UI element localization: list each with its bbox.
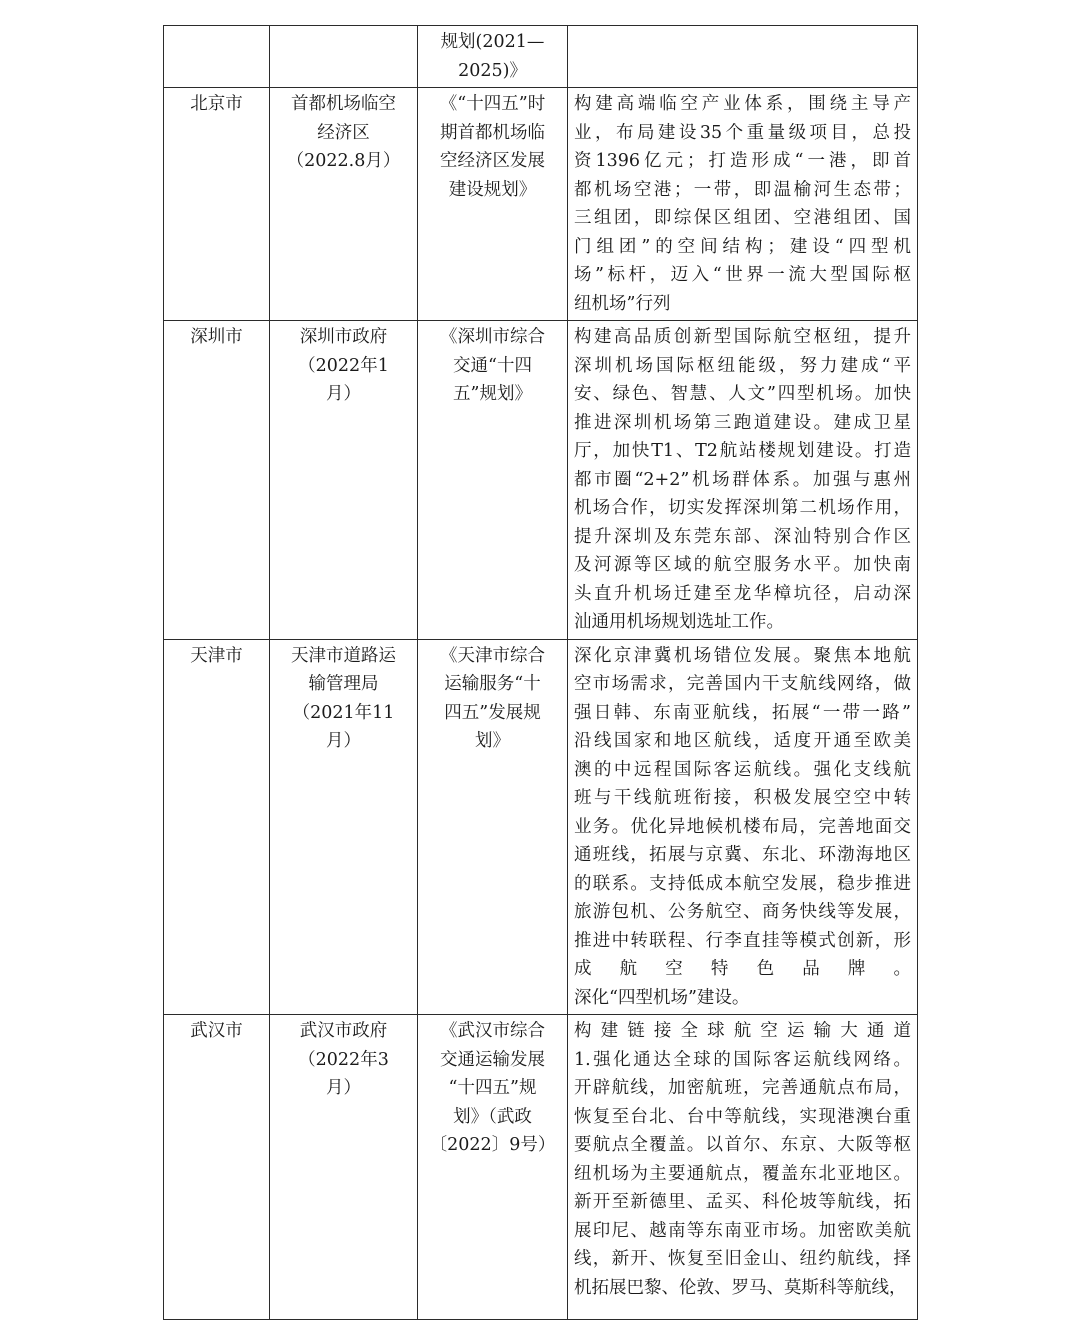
plan-content-cell bbox=[568, 321, 918, 640]
plan-title-line: 建设规划》 bbox=[448, 179, 537, 200]
plan-title-cell bbox=[418, 26, 568, 88]
issuer-line: 月） bbox=[326, 731, 361, 751]
content-line: 班与干线航班衔接，积极发展空空中转 bbox=[574, 788, 911, 808]
plan-title-line: “十四五”规 bbox=[448, 1078, 537, 1098]
city-cell bbox=[164, 1015, 270, 1320]
issuer-line: （2022年1 bbox=[298, 355, 389, 376]
city-cell bbox=[164, 639, 270, 1015]
issuer-cell bbox=[270, 321, 418, 640]
table-row bbox=[164, 26, 918, 88]
content-line: 头直升机场迁建至龙华樟坑径，启动深 bbox=[574, 583, 911, 604]
issuer-line: 经济区 bbox=[317, 122, 370, 143]
plan-content-cell bbox=[568, 88, 918, 321]
plan-title-line: 划》 bbox=[475, 731, 510, 751]
content-line: 强日韩、东南亚航线，拓展“一带一路” bbox=[574, 702, 911, 723]
content-line: 的联系。支持低成本航空发展，稳步推进 bbox=[574, 873, 911, 894]
plan-title-line: 《深圳市综合 bbox=[440, 327, 545, 347]
plan-title-line: 交通“十四 bbox=[453, 355, 532, 376]
content-line: 构建链接全球航空运输大通道 bbox=[574, 1021, 911, 1041]
city-name: 北京市 bbox=[190, 94, 243, 114]
issuer-cell bbox=[270, 1015, 418, 1320]
plan-title-line: 期首都机场临 bbox=[440, 122, 545, 143]
issuer-line: 月） bbox=[326, 384, 361, 404]
plan-title-cell bbox=[418, 639, 568, 1015]
table-row bbox=[164, 639, 918, 1015]
content-line: 深圳机场国际枢纽能级，努力建成“平 bbox=[574, 355, 911, 376]
plan-title-cell bbox=[418, 88, 568, 321]
content-line: 都机场空港；一带，即温榆河生态带； bbox=[574, 179, 911, 200]
airport-plan-table bbox=[163, 25, 918, 1320]
issuer-line: 首都机场临空 bbox=[291, 94, 396, 114]
table-row bbox=[164, 1015, 918, 1320]
content-line: 业，布局建设35个重量级项目，总投 bbox=[574, 122, 911, 143]
content-line: 旅游包机、公务航空、商务快线等发展， bbox=[574, 902, 911, 922]
plan-content-cell bbox=[568, 26, 918, 88]
content-line: 构建高端临空产业体系，围绕主导产 bbox=[574, 94, 911, 114]
plan-content-cell bbox=[568, 639, 918, 1015]
plan-title-line: 2025)》 bbox=[458, 60, 527, 81]
content-line: 要航点全覆盖。以首尔、东京、大阪等枢 bbox=[574, 1135, 911, 1155]
content-line: 展印尼、越南等东南亚市场。加密欧美航 bbox=[574, 1220, 911, 1241]
content-line: 及河源等区域的航空服务水平。加快南 bbox=[574, 555, 911, 575]
content-line: 1.强化通达全球的国际客运航线网络。 bbox=[574, 1049, 911, 1070]
plan-title-line: 运输服务“十 bbox=[444, 674, 541, 694]
issuer-line: （2022.8月） bbox=[286, 151, 401, 171]
content-line: 线，新开、恢复至旧金山、纽约航线，择 bbox=[574, 1249, 911, 1269]
content-line: 业务。优化异地候机楼布局，完善地面交 bbox=[574, 816, 911, 837]
city-name: 武汉市 bbox=[190, 1021, 243, 1041]
city-name: 深圳市 bbox=[190, 327, 243, 347]
plan-title-line: 交通运输发展 bbox=[440, 1049, 545, 1070]
content-line: 安、绿色、智慧、人文”四型机场。加快 bbox=[574, 384, 911, 404]
issuer-line: 深圳市政府 bbox=[299, 327, 388, 347]
content-line: 三组团，即综保区组团、空港组团、国 bbox=[574, 208, 911, 228]
content-line: 开辟航线，加密航班，完善通航点布局， bbox=[574, 1078, 911, 1098]
issuer-line: 天津市道路运 bbox=[291, 645, 396, 666]
content-line: 沿线国家和地区航线，适度开通至欧美 bbox=[574, 731, 911, 751]
content-line: 推进中转联程、行李直挂等模式创新，形 bbox=[574, 930, 911, 951]
issuer-line: （2022年3 bbox=[298, 1049, 389, 1070]
table-row bbox=[164, 321, 918, 640]
content-line: 通班线，拓展与京冀、东北、环渤海地区 bbox=[574, 845, 911, 865]
city-name: 天津市 bbox=[190, 645, 243, 666]
plan-title-line: 《天津市综合 bbox=[440, 645, 545, 666]
content-line: 推进深圳机场第三跑道建设。建成卫星 bbox=[574, 412, 911, 433]
plan-title-line: 《武汉市综合 bbox=[440, 1021, 545, 1041]
content-line: 空市场需求，完善国内干支航线网络，做 bbox=[574, 674, 911, 694]
content-line: 恢复至台北、台中等航线，实现港澳台重 bbox=[574, 1106, 911, 1127]
content-line: 门组团”的空间结构；建设“四型机 bbox=[574, 236, 911, 257]
plan-title-line: 四五”发展规 bbox=[444, 702, 541, 723]
content-line: 提升深圳及东莞东部、深汕特别合作区 bbox=[574, 526, 911, 547]
issuer-line: 月） bbox=[326, 1078, 361, 1098]
plan-title-cell bbox=[418, 321, 568, 640]
issuer-line: （2021年11 bbox=[292, 702, 395, 723]
content-line: 深化“四型机场”建设。 bbox=[574, 987, 750, 1008]
issuer-line: 武汉市政府 bbox=[299, 1021, 388, 1041]
content-line: 深化京津冀机场错位发展。聚焦本地航 bbox=[574, 645, 911, 666]
issuer-cell bbox=[270, 639, 418, 1015]
content-line: 厅，加快T1、T2航站楼规划建设。打造 bbox=[574, 441, 911, 461]
plan-title-line: 五”规划》 bbox=[453, 384, 532, 404]
issuer-cell bbox=[270, 88, 418, 321]
content-line: 构建高品质创新型国际航空枢纽，提升 bbox=[574, 327, 911, 347]
issuer-cell bbox=[270, 26, 418, 88]
content-line: 资1396亿元；打造形成“一港，即首 bbox=[574, 151, 911, 171]
content-line: 澳的中远程国际客运航线。强化支线航 bbox=[574, 759, 911, 780]
content-line: 机拓展巴黎、伦敦、罗马、莫斯科等航线， bbox=[574, 1277, 907, 1298]
city-cell bbox=[164, 26, 270, 88]
plan-title-line: 《“十四五”时 bbox=[439, 94, 546, 114]
plan-title-line: 〔2022〕9号） bbox=[429, 1135, 556, 1155]
content-line: 场”标杆，迈入“世界一流大型国际枢 bbox=[574, 265, 911, 285]
content-line: 汕通用机场规划选址工作。 bbox=[574, 612, 784, 632]
plan-title-line: 规划(2021— bbox=[440, 32, 545, 52]
content-line: 成航空特色品牌。 bbox=[574, 959, 911, 979]
content-line: 纽机场为主要通航点，覆盖东北亚地区。 bbox=[574, 1163, 911, 1184]
plan-title-cell bbox=[418, 1015, 568, 1320]
plan-title-line: 空经济区发展 bbox=[440, 151, 545, 171]
plan-content-cell bbox=[568, 1015, 918, 1320]
issuer-line: 输管理局 bbox=[308, 674, 379, 694]
city-cell bbox=[164, 321, 270, 640]
content-line: 新开至新德里、孟买、科伦坡等航线，拓 bbox=[574, 1192, 911, 1212]
city-cell bbox=[164, 88, 270, 321]
table-row bbox=[164, 88, 918, 321]
content-line: 机场合作，切实发挥深圳第二机场作用， bbox=[574, 498, 911, 518]
plan-title-line: 划》（武政 bbox=[453, 1106, 532, 1127]
content-line: 纽机场”行列 bbox=[574, 293, 671, 314]
content-line: 都市圈“2+2”机场群体系。加强与惠州 bbox=[574, 469, 911, 490]
